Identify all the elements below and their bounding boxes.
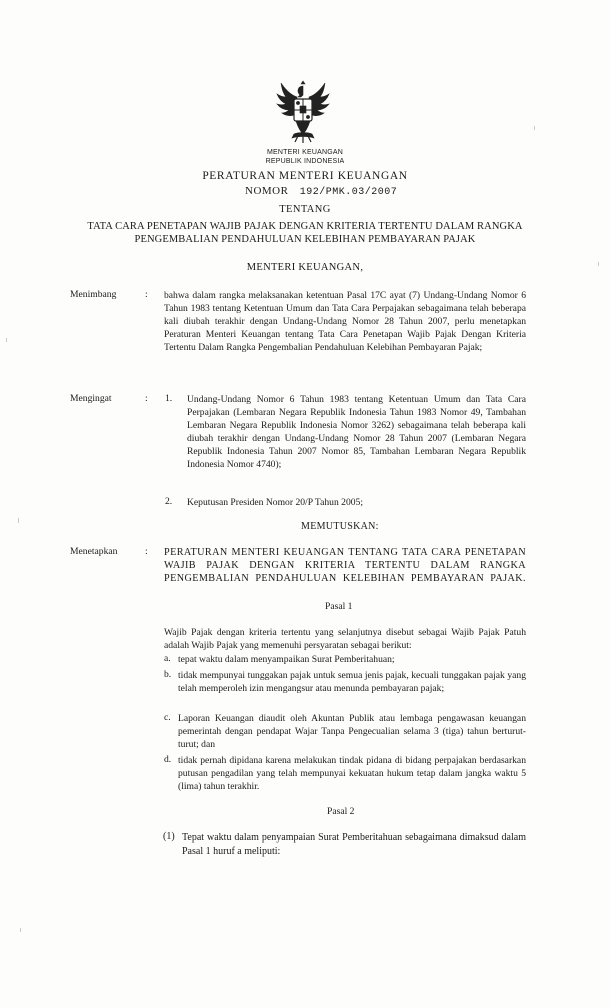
mengingat-item-2-num: 2. (165, 496, 173, 507)
pasal-1-item-c-text: Laporan Keuangan diaudit oleh Akuntan Publik atau lembaga pengawasan keuangan pemerintah dengan pendapat Wajar Tanpa Pengecualian selama 3 (tiga) tahun berturut-turut; dan (178, 713, 526, 750)
menetapkan-colon: : (145, 546, 148, 557)
pasal-1-item-a-text: tepat waktu dalam menyampaikan Surat Pemberitahuan; (178, 654, 395, 665)
institution-line1: MENTERI KEUANGAN (267, 149, 343, 156)
institution-line2: REPUBLIK INDONESIA (265, 158, 345, 165)
about-label: TENTANG (279, 204, 331, 215)
pasal-1-item-a-num: a. (164, 653, 171, 664)
pasal-1-intro: Wajib Pajak dengan kriteria tertentu yang selanjutnya disebut sebagai Wajib Pajak Patuh adalah Wajib Pajak yang memenuhi persyaratan sebagai berikut: (164, 627, 526, 651)
pasal-1-item-c-num: c. (164, 712, 171, 723)
number-label: NOMOR (245, 185, 289, 197)
menetapkan-label: Menetapkan (70, 546, 118, 557)
subject-line1: TATA CARA PENETAPAN WAJIB PAJAK DENGAN KRITERIA TERTENTU DALAM RANGKA (87, 221, 523, 232)
menimbang-text: bahwa dalam rangka melaksanakan ketentuan Pasal 17C ayat (7) Undang-Undang Nomor 6 Tahun 1983 tentang Ketentuan Umum dan Tata Cara Perpajakan sebagaimana telah beberapa kali diubah terakhir dengan Undang-Undang Nomor 28 Tahun 2007, perlu menetapkan Peraturan Menteri Keuangan tentang Tata Cara Penetapan Wajib Pajak Dengan Kriteria Tertentu Dalam Rangka Pengembalian Pendahuluan Kelebihan Pembayaran Pajak; (164, 290, 526, 353)
scan-speck (6, 338, 7, 342)
menimbang-colon: : (145, 289, 148, 300)
pasal-2-item-1-num: (1) (163, 831, 175, 842)
pasal-1-item-b-num: b. (164, 669, 172, 680)
number-value: 192/PMK.03/2007 (299, 187, 398, 198)
mengingat-item-1-num: 1. (165, 393, 173, 404)
pasal-2-title: Pasal 2 (327, 806, 355, 817)
mengingat-item-2-text: Keputusan Presiden Nomor 20/P Tahun 2005; (187, 497, 363, 508)
scan-speck (20, 928, 21, 932)
regulation-number (245, 185, 397, 198)
scan-speck (534, 126, 535, 130)
mengingat-label: Mengingat (70, 393, 112, 404)
mengingat-item-1-text: Undang-Undang Nomor 6 Tahun 1983 tentang Ketentuan Umum dan Tata Cara Perpajakan (Lembaran Negara Republik Indonesia Tahun 1983 Nomor 49, Tambahan Lembaran Negara Republik Indonesia Nomor 3262) sebagaimana telah beberapa kali diubah terakhir dengan Undang-Undang Nomor 28 Tahun 2007 (Lembaran Negara Republik Indonesia Tahun 2007 Nomor 85, Tambahan Lembaran Negara Republik Indonesia Nomor 4740); (187, 394, 526, 470)
pasal-1-item-d-num: d. (164, 754, 172, 765)
menimbang-label: Menimbang (70, 289, 117, 300)
issuer: MENTERI KEUANGAN, (246, 262, 364, 273)
regulation-title: PERATURAN MENTERI KEUANGAN (202, 170, 408, 182)
garuda-emblem-icon (272, 80, 334, 146)
pasal-1-title: Pasal 1 (325, 601, 353, 612)
scan-speck (18, 518, 19, 523)
menetapkan-text-content: PERATURAN MENTERI KEUANGAN TENTANG TATA CARA PENETAPAN WAJIB PAJAK DENGAN KRITERIA TERTENTU DALAM RANGKA PENGEMBALIAN PENDAHULUAN KELEBIHAN PEMBAYARAN PAJAK. (164, 547, 526, 584)
subject-line2: PENGEMBALIAN PENDAHULUAN KELEBIHAN PEMBAYARAN PAJAK (134, 234, 476, 245)
mengingat-colon: : (145, 393, 148, 404)
memutuskan-heading: MEMUTUSKAN: (301, 521, 379, 532)
pasal-1-item-d-text: tidak pernah dipidana karena melakukan tindak pidana di bidang perpajakan berdasarkan putusan pengadilan yang telah mempunyai kekuatan hukum tetap dalam jangka waktu 5 (lima) tahun terakhir. (178, 755, 526, 792)
menetapkan-text (164, 546, 526, 585)
pasal-1-item-b-text: tidak mempunyai tunggakan pajak untuk semua jenis pajak, kecuali tunggakan pajak yang telah memperoleh izin mengangsur atau menunda pembayaran pajak; (178, 670, 526, 694)
scan-speck (598, 262, 599, 266)
pasal-2-item-1-text: Tepat waktu dalam penyampaian Surat Pemberitahuan sebagaimana dimaksud dalam Pasal 1 huruf a meliputi: (182, 832, 526, 857)
